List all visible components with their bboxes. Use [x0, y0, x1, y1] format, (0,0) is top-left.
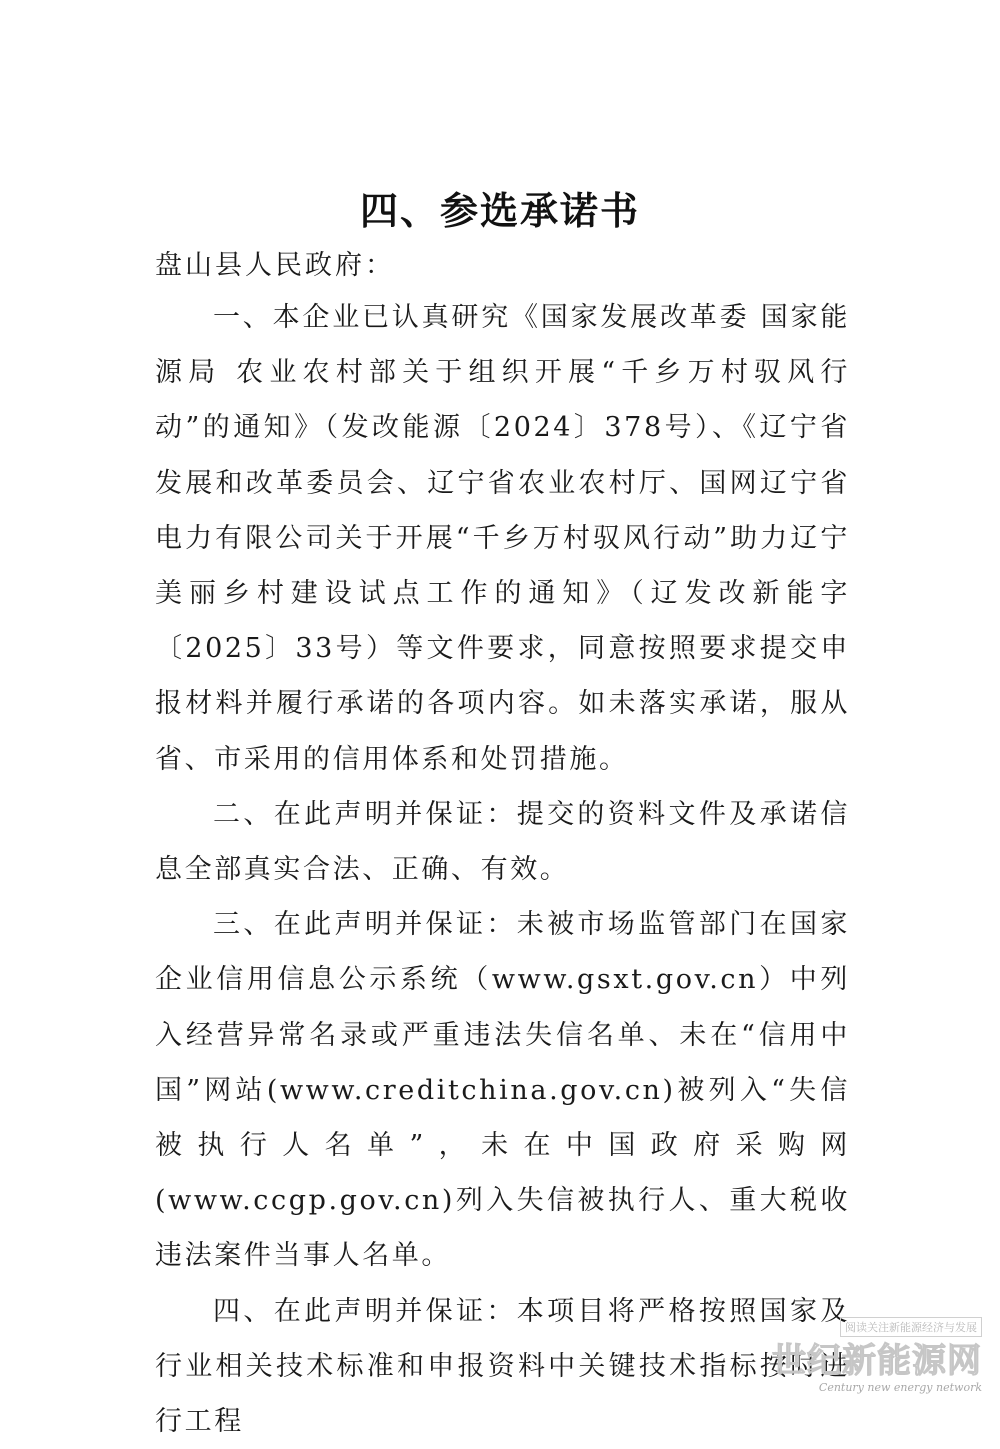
paragraph-commitment-3: 三、在此声明并保证：未被市场监管部门在国家企业信用信息公示系统（www.gsxt.gov.cn）中列入经营异常名录或严重违法失信名单、未在“信用中国”网站(www.creditchina.gov.cn)被列入“失信被执行人名单”，未在中国政府采购网(www.ccgp.gov.cn)列入失信被执行人、重大税收违法案件当事人名单。 [155, 909, 850, 1272]
paragraph-commitment-2: 二、在此声明并保证：提交的资料文件及承诺信息全部真实合法、正确、有效。 [155, 798, 850, 886]
paragraph-commitment-1: 一、本企业已认真研究《国家发展改革委 国家能源局 农业农村部关于组织开展“千乡万村驭风行动”的通知》（发改能源〔2024〕378号）、《辽宁省发展和改革委员会、辽宁省农业农村厅、国网辽宁省电力有限公司关于开展“千乡万村驭风行动”助力辽宁美丽乡村建设试点工作的通知》（辽发改新能字〔2025〕33号）等文件要求，同意按照要求提交申报材料并履行承诺的各项内容。如未落实承诺，服从省、市采用的信用体系和处罚措施。 [155, 302, 850, 775]
watermark-brand: 世纪新能源网 [772, 1341, 982, 1381]
addressee: 盘山县人民政府： [155, 250, 395, 281]
watermark-english: Century new energy network [818, 1381, 982, 1394]
watermark-tagline: 阅读关注新能源经济与发展 [840, 1317, 982, 1337]
watermark-logo [762, 1316, 982, 1406]
document-title: 四、参选承诺书 [359, 189, 640, 233]
paragraph-commitment-4: 四、在此声明并保证：本项目将严格按照国家及行业相关技术标准和申报资料中关键技术指标按时进行工程 [155, 1295, 850, 1438]
document-body [155, 290, 850, 1449]
